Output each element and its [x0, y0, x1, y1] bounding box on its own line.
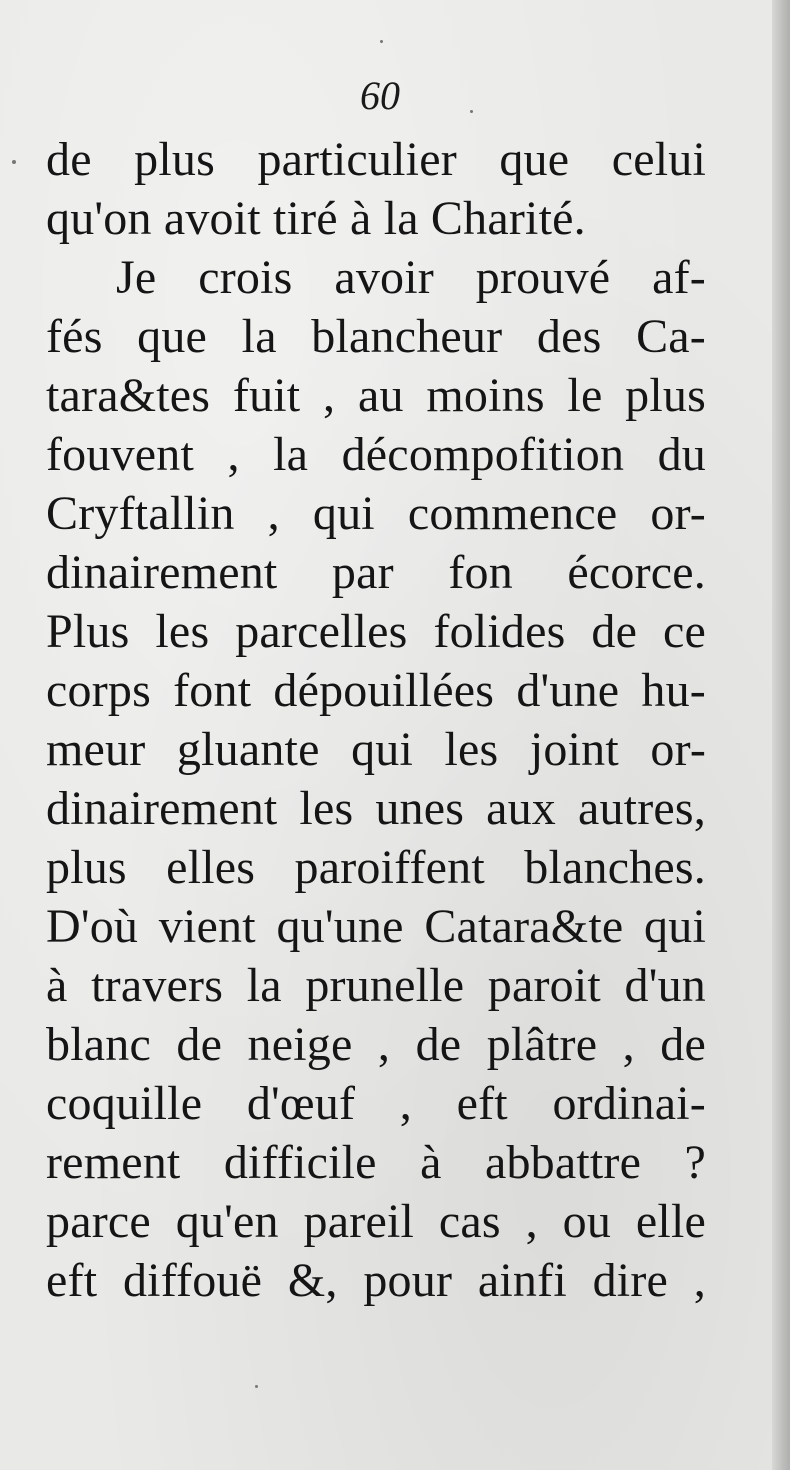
text-line: dinairement les unes aux autres, — [46, 782, 706, 835]
text-line: blanc de neige , de plâtre , de — [46, 1018, 706, 1071]
paper-speck — [12, 160, 16, 164]
page-edge — [790, 0, 800, 1470]
page-number: 60 — [360, 73, 400, 118]
paper-speck — [380, 40, 383, 43]
text-line: Cryftallin , qui commence or- — [46, 487, 706, 540]
text-line: tara&tes fuit , au moins le plus — [46, 369, 706, 422]
text-line: meur gluante qui les joint or- — [46, 723, 706, 776]
text-line: rement difficile à abbattre ? — [46, 1136, 706, 1189]
text-line: D'où vient qu'une Catara&te qui — [46, 900, 706, 953]
text-line: parce qu'en pareil cas , ou elle — [46, 1195, 706, 1248]
text-line: dinairement par fon écorce. — [46, 546, 706, 599]
text-line: Plus les parcelles folides de ce — [46, 605, 706, 658]
text-line: Je crois avoir prouvé af- — [116, 251, 706, 304]
text-line: de plus particulier que celui — [46, 133, 706, 186]
text-line: à travers la prunelle paroit d'un — [46, 959, 706, 1012]
text-line: eft diffouë &, pour ainfi dire , — [46, 1254, 706, 1307]
paper-speck — [255, 1385, 258, 1388]
text-line: corps font dépouillées d'une hu- — [46, 664, 706, 717]
text-line: fouvent , la décompofition du — [46, 428, 706, 481]
text-line: plus elles paroiffent blanches. — [46, 841, 706, 894]
text-line: coquille d'œuf , eft ordinai- — [46, 1077, 706, 1130]
text-line: qu'on avoit tiré à la Charité. — [46, 192, 586, 245]
body-text — [46, 130, 706, 1310]
text-line: fés que la blancheur des Ca- — [46, 310, 706, 363]
paper-speck — [470, 110, 473, 113]
